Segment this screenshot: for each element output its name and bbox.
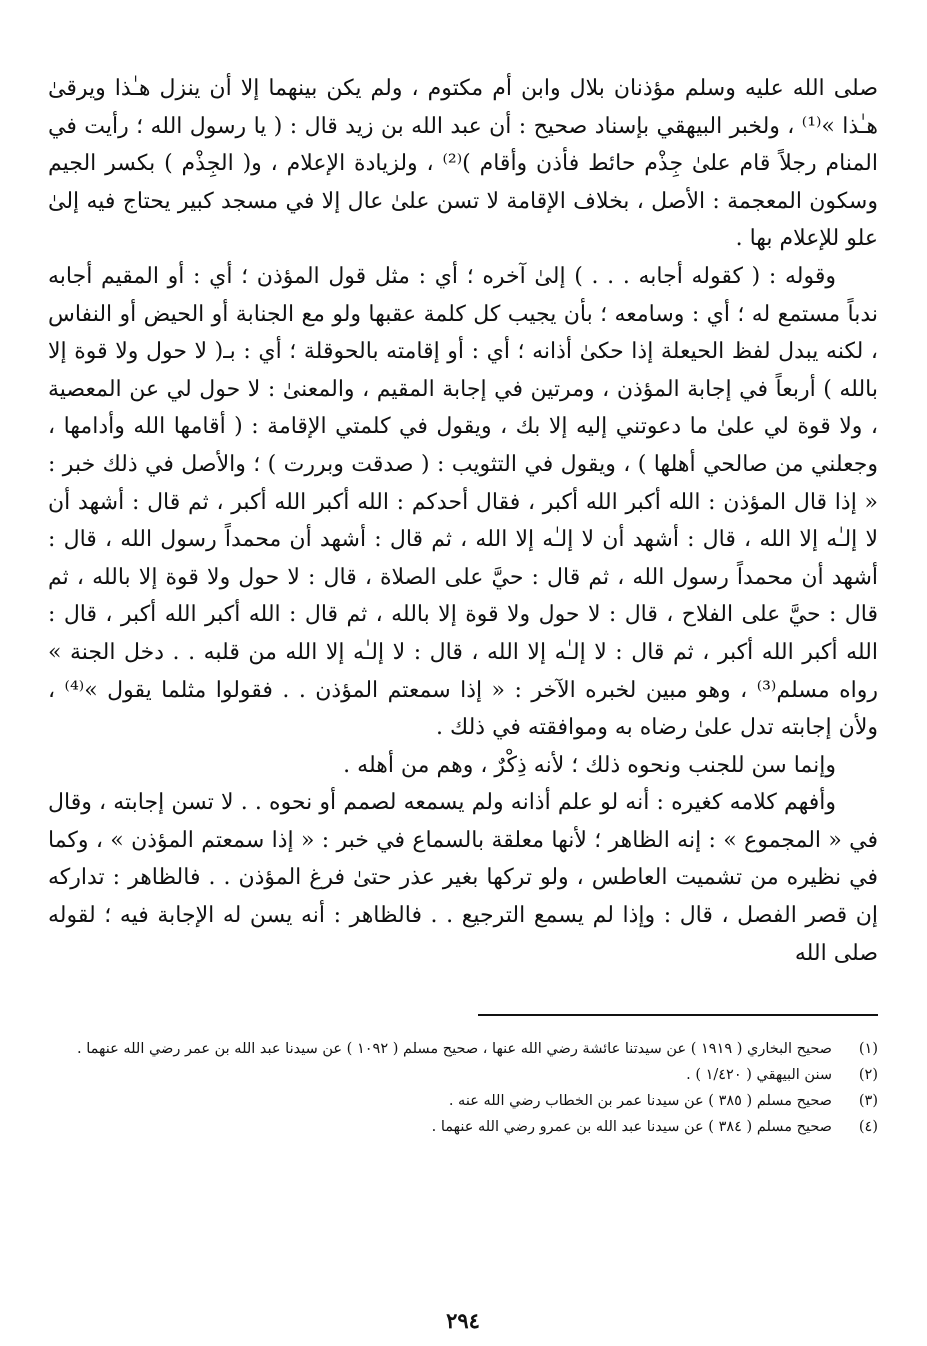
footnote-text: سنن البيهقي ( ١/٤٢٠ ) . <box>686 1067 832 1084</box>
footnote-item <box>48 1036 878 1062</box>
page-number: ٢٩٤ <box>446 1308 480 1333</box>
footnotes <box>48 1036 878 1140</box>
paragraph-ijabah: وقوله : ( كقوله أجابه . . . ) إلىٰ آخره ؛ أي : مثل قول المؤذن ؛ أي : أو المقيم أجابه ندباً مستمع له ؛ أي : وسامعه ؛ بأن يجيب كل كلمة عقبها ولو مع الجنابة أو الحيض أو النفاس ، لكنه يبدل لفظ الحيعلة إذا حكىٰ أذانه ؛ أي : أو إقامته بالحوقلة ؛ أي : بـ( لا حول ولا قوة إلا بالله ) أربعاً في إجابة المؤذن ، ومرتين في إجابة المقيم ، والمعنىٰ : لا حول لي عن المعصية ، ولا قوة لي علىٰ ما دعوتني إليه إلا بك ، ويقول في كلمتي الإقامة : ( أقامها الله وأدامها ، وجعلني من صالحي أهلها ) ، ويقول في التثويب : ( صدقت وبررت ) ؛ والأصل في ذلك خبر : « إذا قال المؤذن : الله أكبر الله أكبر ، فقال أحدكم : الله أكبر الله أكبر ، ثم قال : أشهد أن لا إلـٰه إلا الله ، قال : أشهد أن لا إلـٰه إلا الله ، ثم قال : أشهد أن محمداً رسول الله ، قال : أشهد أن محمداً رسول الله ، ثم قال : حيَّ على الصلاة ، قال : لا حول ولا قوة إلا بالله ، ثم قال : حيَّ على الفلاح ، قال : لا حول ولا قوة إلا بالله ، ثم قال : الله أكبر الله أكبر ، قال : الله أكبر الله أكبر ، ثم قال : لا إلـٰه إلا الله ، قال : لا إلـٰه إلا الله من قلبه . . دخل الجنة » رواه مسلم⁽³⁾ ، وهو مبين لخبره الآخر : « إذا سمعتم المؤذن . . فقولوا مثلما يقول »⁽⁴⁾ ، ولأن إجابته تدل علىٰ رضاه به وموافقته في ذلك . <box>48 263 878 741</box>
footnote-item <box>48 1062 878 1088</box>
footnote-number: (٤) <box>858 1119 878 1136</box>
footnote-number: (٣) <box>858 1093 878 1110</box>
footnote-text: صحيح مسلم ( ٣٨٥ ) عن سيدنا عمر بن الخطاب رضي الله عنه . <box>448 1093 832 1110</box>
paragraph-samaa: وأفهم كلامه كغيره : أنه لو علم أذانه ولم يسمعه لصمم أو نحوه . . لا تسن إجابته ، وقال في « المجموع » : إنه الظاهر ؛ لأنها معلقة بالسماع في خبر : « إذا سمعتم المؤذن » ، وكما في نظيره من تشميت العاطس ، ولو تركها بغير عذر حتىٰ فرغ المؤذن . . فالظاهر : تداركه إن قصر الفصل ، قال : وإذا لم يسمع الترجيع . . فالظاهر : أنه يسن له الإجابة فيه ؛ لقوله صلى الله <box>48 790 878 966</box>
footnote-number: (٢) <box>858 1067 878 1084</box>
footnote-item <box>48 1114 878 1140</box>
footnote-item <box>48 1088 878 1114</box>
paragraph-junub: وإنما سن للجنب ونحوه ذلك ؛ لأنه ذِكْرٌ ، وهم من أهله . <box>343 752 836 778</box>
footnote-text: صحيح البخاري ( ١٩١٩ ) عن سيدتنا عائشة رضي الله عنها ، صحيح مسلم ( ١٠٩٢ ) عن سيدنا عبد الله بن عمر رضي الله عنهما . <box>77 1041 832 1058</box>
footnote-separator <box>478 1014 878 1016</box>
footnote-number: (١) <box>858 1041 878 1058</box>
paragraph-continuation: صلى الله عليه وسلم مؤذنان بلال وابن أم مكتوم ، ولم يكن بينهما إلا أن ينزل هـٰذا ويرقىٰ هـٰذا »⁽¹⁾ ، ولخبر البيهقي بإسناد صحيح : أن عبد الله بن زيد قال : ( يا رسول الله ؛ رأيت في المنام رجلاً قام علىٰ جِذْم حائط فأذن وأقام )⁽²⁾ ، ولزيادة الإعلام ، و( الجِذْم ) بكسر الجيم وسكون المعجمة : الأصل ، بخلاف الإقامة لا تسن علىٰ عال إلا في مسجد كبير يحتاج فيه إلىٰ علو للإعلام بها . <box>48 76 878 252</box>
book-page <box>48 70 878 1333</box>
footnote-text: صحيح مسلم ( ٣٨٤ ) عن سيدنا عبد الله بن عمرو رضي الله عنهما . <box>431 1119 832 1136</box>
main-text <box>48 70 878 972</box>
